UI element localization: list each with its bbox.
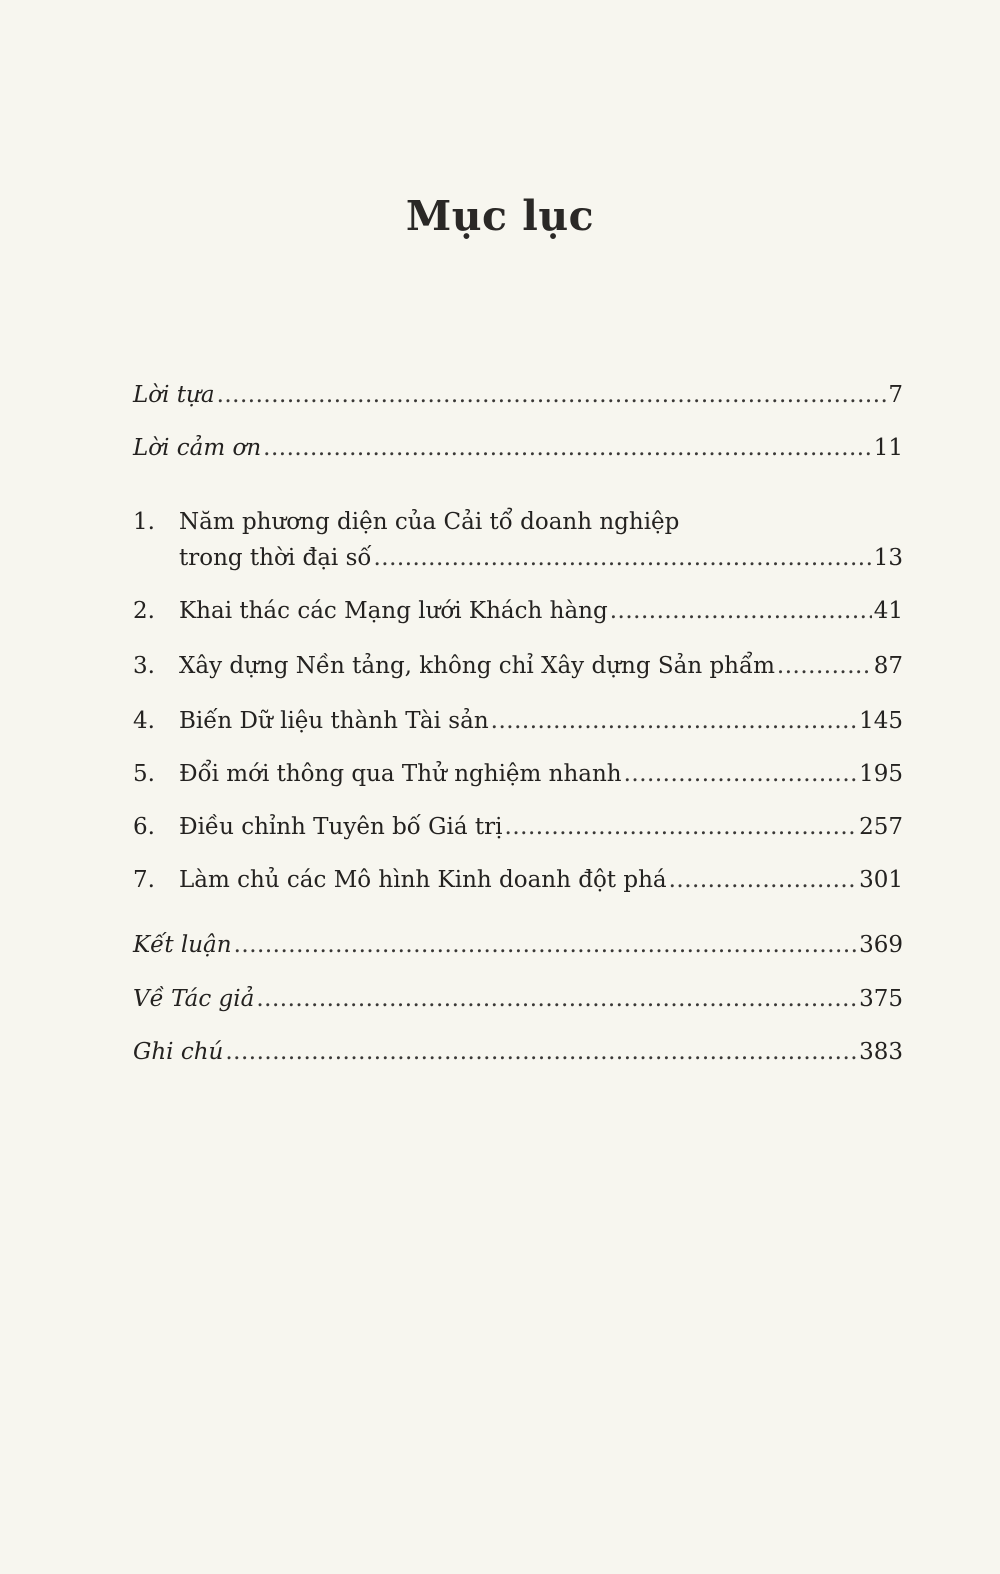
toc-chapter-1[interactable] bbox=[133, 543, 903, 573]
toc-entry-page: 41 bbox=[873, 598, 903, 624]
dot-leader bbox=[225, 1037, 857, 1067]
toc-entry-label: Xây dựng Nền tảng, không chỉ Xây dựng Sản phẩm bbox=[179, 653, 775, 679]
dot-leader bbox=[373, 543, 871, 573]
dot-leader bbox=[505, 812, 858, 842]
toc-entry-page: 383 bbox=[859, 1039, 903, 1065]
toc-entry-page: 7 bbox=[888, 382, 903, 408]
toc-entry-label: Kết luận bbox=[133, 932, 232, 958]
dot-leader bbox=[624, 759, 857, 789]
toc-entry-label: Ghi chú bbox=[133, 1039, 224, 1065]
toc-entry-page: 369 bbox=[859, 932, 903, 958]
chapter-number: 5. bbox=[133, 761, 155, 787]
toc-entry-label: trong thời đại số bbox=[179, 545, 372, 571]
dot-leader bbox=[610, 596, 872, 626]
page-title: Mục lục bbox=[405, 192, 595, 240]
toc-entry-loi-tua[interactable] bbox=[133, 380, 903, 410]
dot-leader bbox=[234, 930, 858, 960]
chapter-number: 4. bbox=[133, 708, 155, 734]
chapter-number: 6. bbox=[133, 814, 155, 840]
toc-entry-label: Biến Dữ liệu thành Tài sản bbox=[179, 708, 489, 734]
toc-entry-page: 195 bbox=[859, 761, 903, 787]
toc-entry-page: 301 bbox=[859, 867, 903, 893]
toc-entry-label: Điều chỉnh Tuyên bố Giá trị bbox=[179, 814, 503, 840]
toc-entry-ket-luan[interactable] bbox=[133, 930, 903, 960]
toc-entry-label: Lời cảm ơn bbox=[133, 435, 262, 461]
dot-leader bbox=[263, 433, 872, 463]
toc-entry-loi-cam-on[interactable] bbox=[133, 433, 903, 463]
dot-leader bbox=[256, 984, 857, 1014]
toc-chapter-5[interactable] bbox=[133, 759, 903, 789]
dot-leader bbox=[217, 380, 887, 410]
chapter-number: 2. bbox=[133, 598, 155, 624]
dot-leader bbox=[669, 865, 858, 895]
toc-chapter-7[interactable] bbox=[133, 865, 903, 895]
toc-entry-label: Về Tác giả bbox=[133, 986, 255, 1012]
toc-chapter-6[interactable] bbox=[133, 812, 903, 842]
toc-chapter-1-title-line1[interactable]: Năm phương diện của Cải tổ doanh nghiệp bbox=[179, 509, 680, 535]
toc-entry-label: Lời tựa bbox=[133, 382, 215, 408]
toc-entry-page: 11 bbox=[873, 435, 903, 461]
toc-entry-page: 13 bbox=[873, 545, 903, 571]
chapter-number: 7. bbox=[133, 867, 155, 893]
toc-entry-label: Khai thác các Mạng lưới Khách hàng bbox=[179, 598, 608, 624]
toc-entry-page: 87 bbox=[873, 653, 903, 679]
toc-entry-ve-tac-gia[interactable] bbox=[133, 984, 903, 1014]
toc-entry-page: 257 bbox=[859, 814, 903, 840]
chapter-number: 3. bbox=[133, 653, 155, 679]
chapter-number: 1. bbox=[133, 509, 155, 535]
toc-chapter-3[interactable] bbox=[133, 651, 903, 681]
toc-chapter-4[interactable] bbox=[133, 706, 903, 736]
toc-chapter-2[interactable] bbox=[133, 596, 903, 626]
toc-entry-page: 145 bbox=[859, 708, 903, 734]
dot-leader bbox=[491, 706, 857, 736]
toc-entry-label: Làm chủ các Mô hình Kinh doanh đột phá bbox=[179, 867, 667, 893]
dot-leader bbox=[777, 651, 872, 681]
toc-entry-page: 375 bbox=[859, 986, 903, 1012]
toc-entry-ghi-chu[interactable] bbox=[133, 1037, 903, 1067]
toc-entry-label: Đổi mới thông qua Thử nghiệm nhanh bbox=[179, 761, 622, 787]
